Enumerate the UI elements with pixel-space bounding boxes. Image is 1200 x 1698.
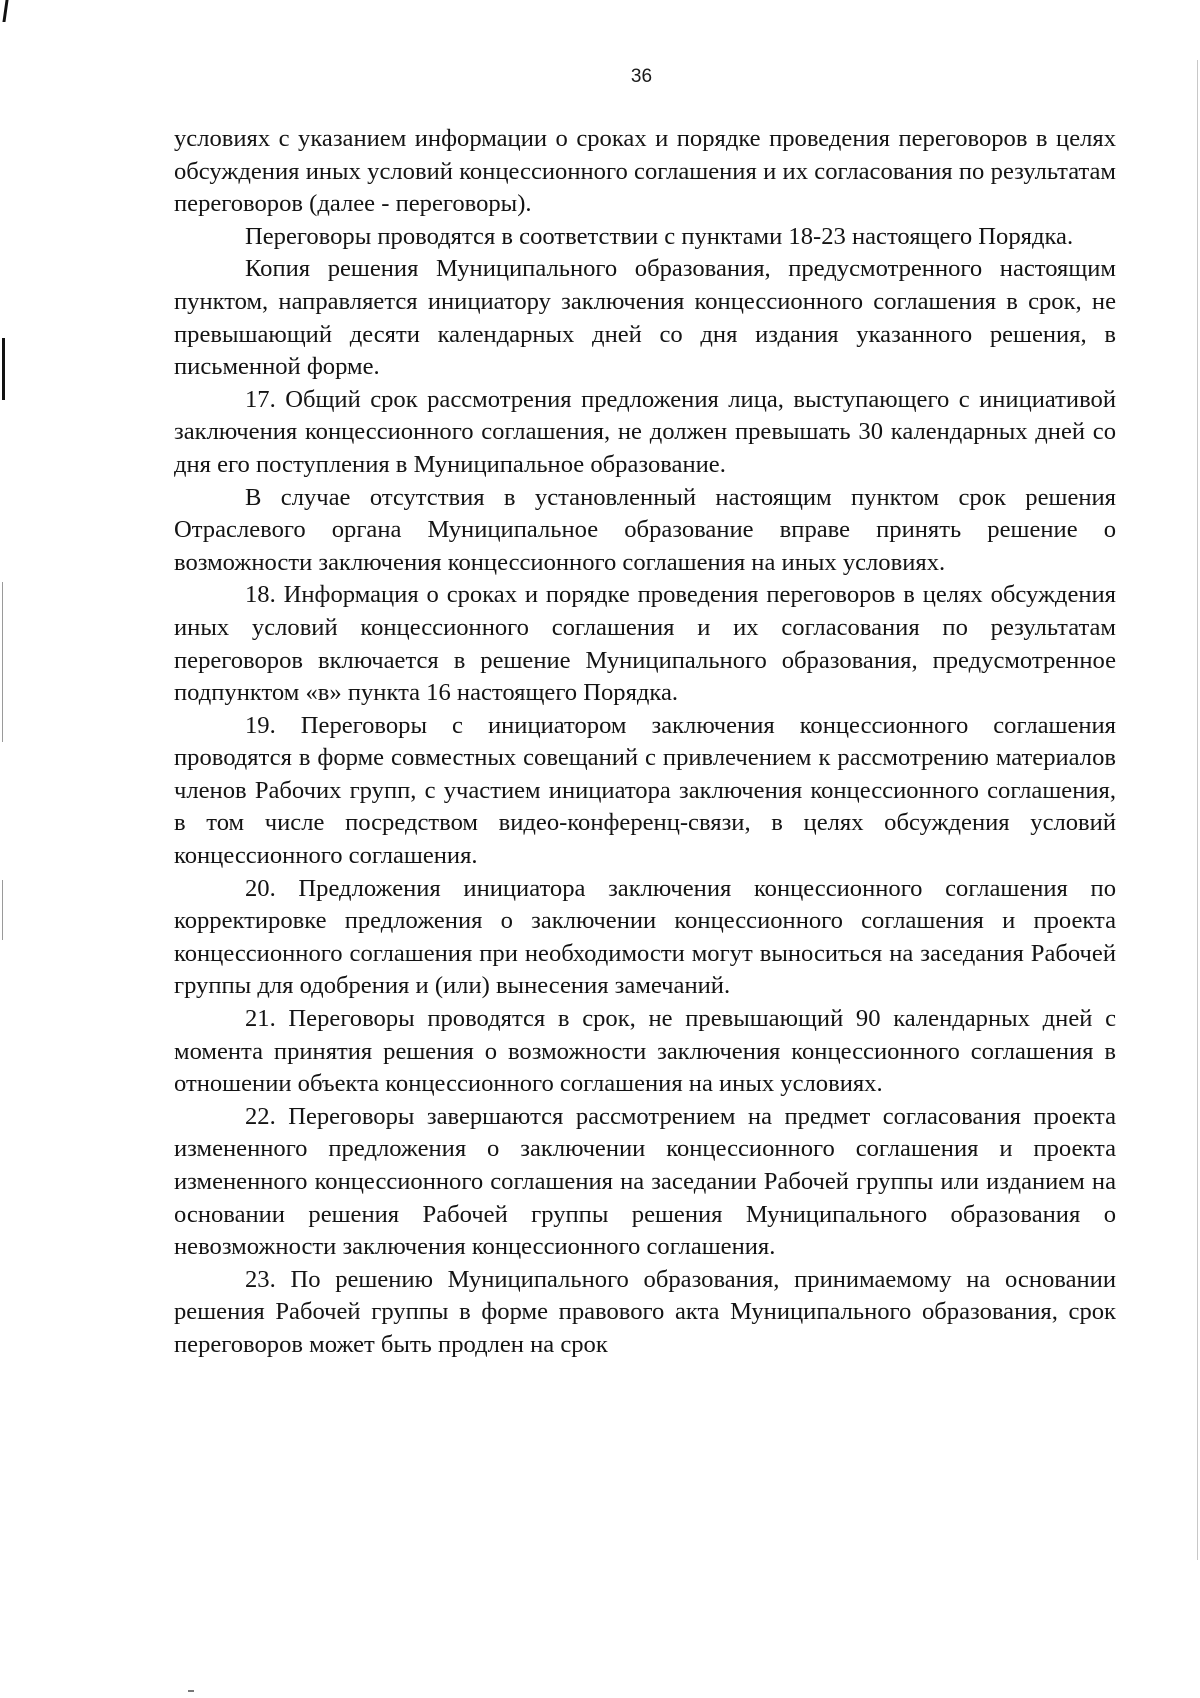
paragraph: В случае отсутствия в установленный настоящим пунктом срок решения Отраслевого органа Муниципальное образование вправе принять решение о возможности заключения концессионного соглашения на иных условиях. — [174, 483, 1116, 576]
paragraph-clause-23: 23. По решению Муниципального образования, принимаемому на основании решения Рабочей группы в форме правового акта Муниципального образования, срок переговоров может быть продлен на срок — [174, 1265, 1116, 1358]
scan-artifact-mark — [2, 582, 3, 742]
paragraph-clause-21: 21. Переговоры проводятся в срок, не превышающий 90 календарных дней с момента принятия решения о возможности заключения концессионного соглашения в отношении объекта концессионного соглашения на иных условиях. — [174, 1005, 1116, 1098]
paragraph-continuation: условиях с указанием информации о сроках и порядке проведения переговоров в целях обсуждения иных условий концессионного соглашения и их согласования по результатам переговоров (далее - переговоры). — [174, 125, 1116, 218]
document-body — [174, 123, 1116, 1362]
scan-artifact-dot — [188, 1690, 194, 1692]
scan-artifact-mark — [2, 0, 8, 22]
scan-artifact-edge — [1197, 60, 1198, 1560]
page-number: 36 — [630, 66, 653, 87]
paragraph: Переговоры проводятся в соответствии с пунктами 18-23 настоящего Порядка. — [245, 222, 1074, 250]
paragraph: Копия решения Муниципального образования, предусмотренного настоящим пунктом, направляется инициатору заключения концессионного соглашения в срок, не превышающий десяти календарных дней со дня издания указанного решения, в письменной форме. — [174, 255, 1116, 381]
paragraph-clause-20: 20. Предложения инициатора заключения концессионного соглашения по корректировке предложения о заключении концессионного соглашения и проекта концессионного соглашения при необходимости могут выноситься на заседания Рабочей группы для одобрения и (или) вынесения замечаний. — [174, 874, 1116, 1000]
paragraph-clause-17: 17. Общий срок рассмотрения предложения лица, выступающего с инициативой заключения концессионного соглашения, не должен превышать 30 календарных дней со дня его поступления в Муниципальное образование. — [174, 385, 1116, 478]
scan-artifact-mark — [2, 880, 3, 940]
paragraph-clause-22: 22. Переговоры завершаются рассмотрением на предмет согласования проекта измененного предложения о заключении концессионного соглашения и проекта измененного концессионного соглашения на заседании Рабочей группы или изданием на основании решения Рабочей группы решения Муниципального образования о невозможности заключения концессионного соглашения. — [174, 1102, 1116, 1261]
scan-artifact-mark — [2, 338, 5, 400]
paragraph-clause-18: 18. Информация о сроках и порядке проведения переговоров в целях обсуждения иных условий концессионного соглашения и их согласования по результатам переговоров включается в решение Муниципального образования, предусмотренное подпунктом «в» пункта 16 настоящего Порядка. — [174, 581, 1116, 707]
paragraph-clause-19: 19. Переговоры с инициатором заключения концессионного соглашения проводятся в форме совместных совещаний с привлечением к рассмотрению материалов членов Рабочих групп, с участием инициатора заключения концессионного соглашения, в том числе посредством видео-конференц-связи, в целях обсуждения условий концессионного соглашения. — [174, 711, 1116, 870]
